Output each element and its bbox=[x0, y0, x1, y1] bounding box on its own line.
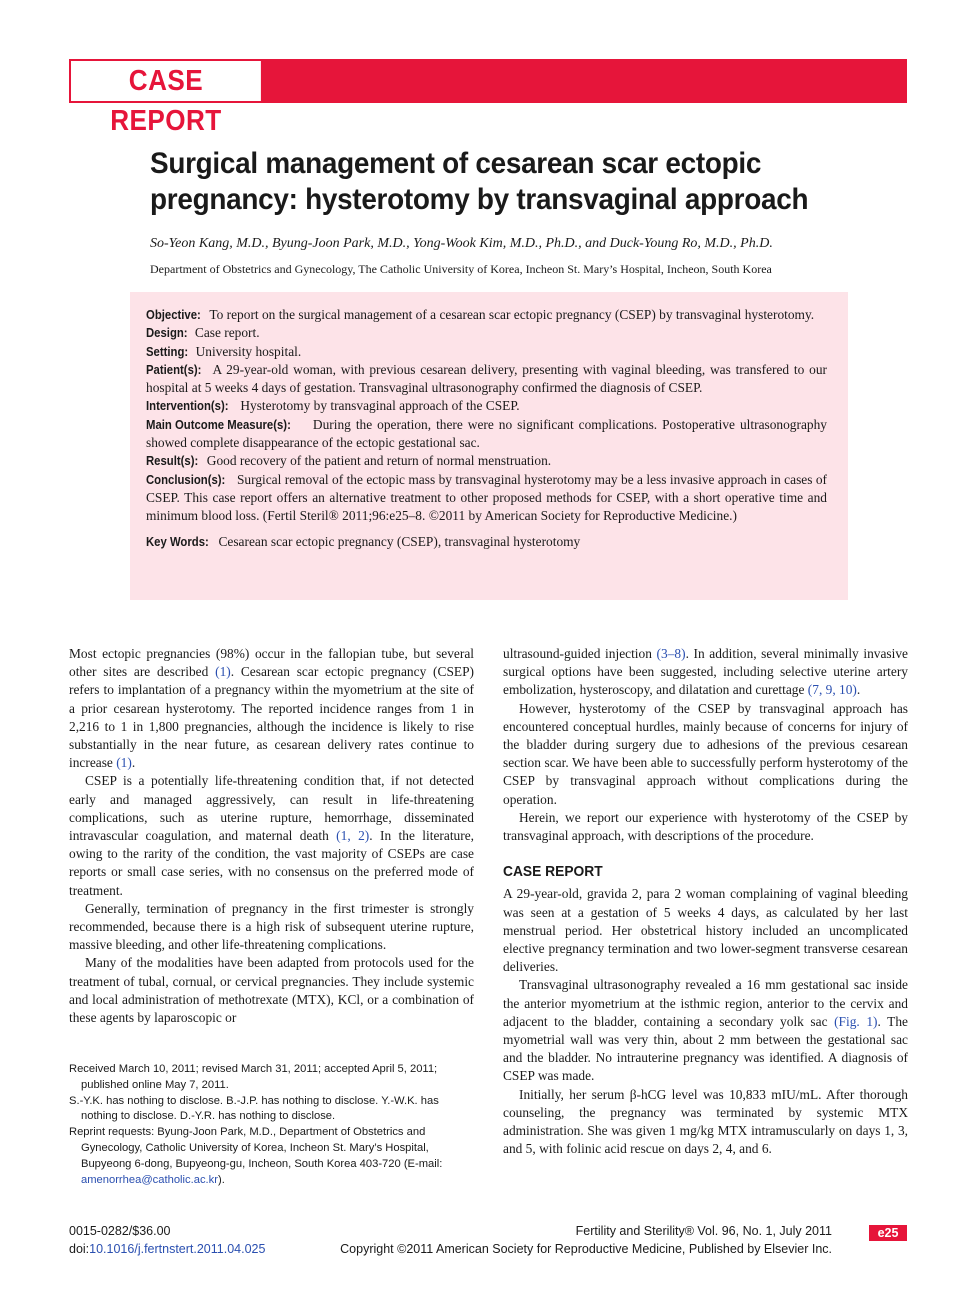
section-banner bbox=[69, 59, 907, 137]
doi-link[interactable]: 10.1016/j.fertnstert.2011.04.025 bbox=[89, 1242, 266, 1256]
body-paragraph bbox=[69, 645, 474, 772]
abstract-conclusions bbox=[146, 471, 827, 526]
conclusions-text: Surgical removal of the ectopic mass by transvaginal hysterotomy may be a less invasive approach in cases of CSEP. This case report offers an alternative treatment to other proposed methods for CSEP, with a short operative time and minimum blood loss. (Fertil Steril® 2011;96:e25–8. ©2011 by American Society for Reproductive Medicine.) bbox=[146, 471, 827, 524]
reprint-note bbox=[69, 1125, 474, 1188]
body-paragraph bbox=[503, 645, 908, 700]
results-label: Result(s): bbox=[146, 454, 199, 469]
results-text: Good recovery of the patient and return of normal menstruation. bbox=[206, 453, 552, 469]
text-run: Most ectopic pregnancies (98%) occur in the fallopian tube, but several other sites are described bbox=[69, 646, 474, 680]
footer-right bbox=[340, 1222, 832, 1258]
patients-label: Patient(s): bbox=[146, 362, 202, 377]
design-text: Case report. bbox=[194, 325, 260, 341]
text-run: . The myometrial wall was very thin, about 2 mm between the gestational sac and the bladder. No intrauterine pregnancy was identified. A diagnosis of CSEP was made. bbox=[503, 1013, 908, 1084]
text-run: Transvaginal ultrasonography revealed a 16 mm gestational sac inside the anterior myometrium at the isthmic region, anterior to the cervix and adjacent to the bladder, containing a secondary yolk sac bbox=[503, 977, 908, 1029]
reprint-text: Reprint requests: Byung-Joon Park, M.D., Department of Obstetrics and Gynecology, Catholic University of Korea, Incheon St. Mary’s Hospital, Bupyeong 6-dong, Bupyeong-gu, Incheon, South Korea 403-720 (E-mail: bbox=[69, 1126, 443, 1170]
interventions-text: Hysterotomy by transvaginal approach of the CSEP. bbox=[240, 398, 520, 414]
abstract-results bbox=[146, 452, 827, 470]
email-link[interactable]: amenorrhea@catholic.ac.kr bbox=[81, 1173, 218, 1186]
citation-link[interactable]: (1) bbox=[116, 755, 132, 771]
patients-text: A 29-year-old woman, with previous cesarean delivery, presenting with vaginal bleeding, was transfered to our hospital at 5 weeks 4 days of gestation. Transvaginal ultrasonography confirmed the diagnosis of CSEP. bbox=[146, 361, 827, 396]
setting-text: University hospital. bbox=[195, 343, 302, 359]
affiliation: Department of Obstetrics and Gynecology, The Catholic University of Korea, Incheon St. Mary’s Hospital, Incheon, South Korea bbox=[150, 262, 772, 276]
text-run: ultrasound-guided injection bbox=[503, 646, 657, 661]
citation-link[interactable]: (7, 9, 10) bbox=[807, 682, 857, 698]
copyright: Copyright ©2011 American Society for Reproductive Medicine, Published by Elsevier Inc. bbox=[340, 1242, 832, 1256]
abstract-setting bbox=[146, 343, 827, 361]
case-report-heading: CASE REPORT bbox=[503, 863, 603, 881]
text-run: . In the literature, owing to the rarity of the condition, the vast majority of CSEPs are case reports or small case series, with no consensus on the preferred mode of treatment. bbox=[69, 828, 474, 898]
text-run: . bbox=[131, 755, 136, 771]
objective-text: To report on the surgical management of a cesarean scar ectopic pregnancy (CSEP) by transvaginal hysterotomy. bbox=[209, 307, 815, 322]
abstract-design bbox=[146, 324, 827, 342]
figure-link[interactable]: (Fig. 1) bbox=[834, 1013, 878, 1029]
received-note: Received March 10, 2011; revised March 31, 2011; accepted April 5, 2011; published online May 7, 2011. bbox=[69, 1063, 438, 1091]
body-paragraph: Herein, we report our experience with hysterotomy of the CSEP by transvaginal approach, with descriptions of the procedure. bbox=[503, 809, 908, 844]
text-run: . Cesarean scar ectopic pregnancy (CSEP) refers to implantation of a pregnancy within the myometrium at the site of a prior cesarean hysterotomy. The reported incidence ranges from 1 in 2,216 to 1 in 1,800 pregnancies, although the incidence is likely to rise substantially in the near future, as cesarean delivery rates continue to increase bbox=[69, 664, 474, 771]
text-run: CSEP is a potentially life-threatening condition that, if not detected early and managed aggressively, can result in life-threatening complications, such as uterine rupture, hemorrhage, disseminated intravascular coagulation, and maternal death bbox=[69, 773, 474, 844]
outcome-text: During the operation, there were no significant complications. Postoperative ultrasonography showed complete disappearance of the ectopic gestational sac. bbox=[146, 416, 827, 451]
citation-link[interactable]: (3–8) bbox=[656, 646, 686, 661]
abstract-patients bbox=[146, 361, 827, 398]
citation-link[interactable]: (1, 2) bbox=[336, 828, 370, 844]
body-column-left bbox=[69, 645, 474, 1027]
text-run: . In addition, several minimally invasive surgical options have been suggested, including selective uterine artery embolization, hysteroscopy, and dilatation and curettage bbox=[503, 646, 908, 698]
body-paragraph: Initially, her serum β-hCG level was 10,833 mIU/mL. After thorough counseling, the pregnancy was terminated by systemic MTX administration. She was given 1 mg/kg MTX intramuscularly on days 1, 3, and 5, with folinic acid rescue on days 2, 4, and 6. bbox=[503, 1086, 908, 1157]
body-paragraph: Generally, termination of pregnancy in the first trimester is strongly recommended, because there is a high risk of subsequent uterine rupture, massive bleeding, and other life-threatening complications. bbox=[69, 900, 474, 953]
body-paragraph bbox=[69, 772, 474, 899]
citation-link[interactable]: (1) bbox=[215, 664, 231, 680]
body-paragraph bbox=[503, 976, 908, 1085]
reprint-end: ). bbox=[217, 1173, 225, 1186]
abstract-outcome bbox=[146, 416, 827, 453]
outcome-label: Main Outcome Measure(s): bbox=[146, 417, 291, 432]
footer-left bbox=[69, 1222, 265, 1258]
doi-line bbox=[69, 1240, 265, 1258]
journal-citation: Fertility and Sterility® Vol. 96, No. 1, July 2011 bbox=[575, 1224, 832, 1238]
keywords-text: Cesarean scar ectopic pregnancy (CSEP), transvaginal hysterotomy bbox=[218, 533, 581, 549]
section-label: CASE REPORT bbox=[71, 61, 261, 101]
keywords-label: Key Words: bbox=[146, 534, 209, 549]
article-title: Surgical management of cesarean scar ectopic pregnancy: hysterotomy by transvaginal approach bbox=[150, 147, 809, 216]
interventions-label: Intervention(s): bbox=[146, 399, 229, 414]
authors: So-Yeon Kang, M.D., Byung-Joon Park, M.D., Yong-Wook Kim, M.D., Ph.D., and Duck-Young Ro, M.D., Ph.D. bbox=[150, 236, 773, 251]
design-label: Design: bbox=[146, 326, 188, 341]
doi-prefix: doi: bbox=[69, 1242, 90, 1256]
objective-label: Objective: bbox=[146, 308, 201, 322]
abstract-box bbox=[130, 292, 848, 600]
body-paragraph: However, hysterotomy of the CSEP by transvaginal approach has encountered conceptual hurdles, mainly because of concerns for injury of the bladder during surgery due to adhesions of the previous cesarean section scar. We have been able to successfully perform hysterotomy of the CSEP by transvaginal approach without complications during the operation. bbox=[503, 700, 908, 807]
page-number: e25 bbox=[869, 1225, 907, 1241]
text-run: . bbox=[856, 682, 861, 698]
disclosure-note: S.-Y.K. has nothing to disclose. B.-J.P. has nothing to disclose. Y.-W.K. has nothing to disclose. D.-Y.R. has nothing to disclose. bbox=[69, 1094, 439, 1123]
abstract-objective bbox=[146, 306, 827, 324]
abstract-keywords bbox=[146, 533, 827, 551]
body-paragraph: A 29-year-old, gravida 2, para 2 woman complaining of vaginal bleeding was seen at a gestation of 5 weeks 4 days, as calculated by her last menstrual period. Her obstetrical history included an uncomplicated elective pregnancy termination and two lower-segment transverse cesarean deliveries. bbox=[503, 886, 908, 975]
body-column-right bbox=[503, 645, 908, 1158]
article-notes bbox=[69, 1062, 474, 1188]
setting-label: Setting: bbox=[146, 344, 189, 359]
abstract-interventions bbox=[146, 397, 827, 415]
conclusions-label: Conclusion(s): bbox=[146, 472, 226, 487]
body-paragraph: Many of the modalities have been adapted from protocols used for the treatment of tubal, cornual, or cervical pregnancies. They include systemic and local administration of methotrexate (MTX), KCl, or a combination of these agents by laparoscopic or bbox=[69, 955, 474, 1026]
price: 0015-0282/$36.00 bbox=[69, 1224, 171, 1238]
